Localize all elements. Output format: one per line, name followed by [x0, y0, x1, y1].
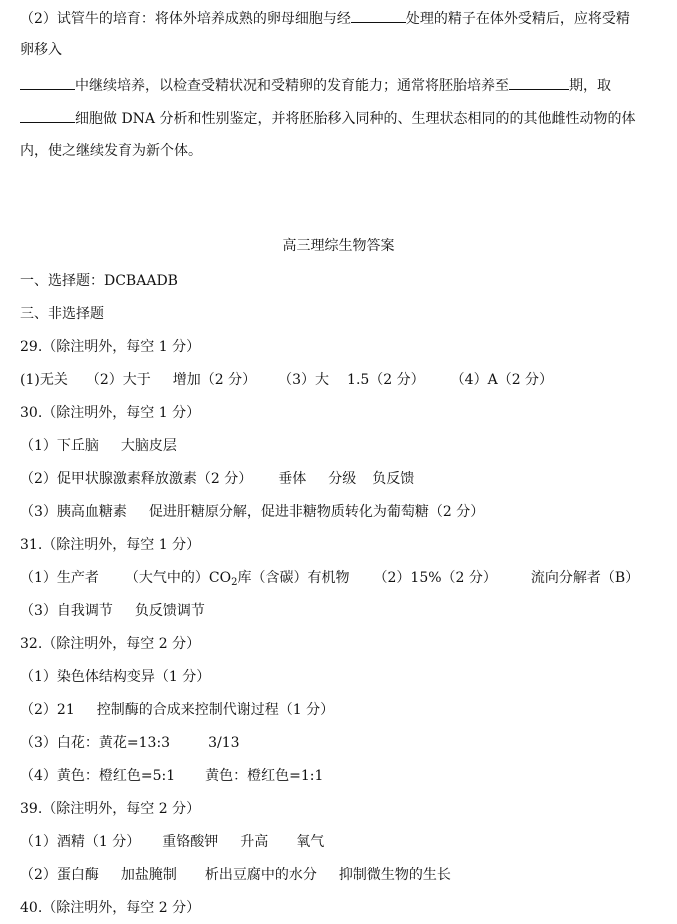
subscript: 2 [231, 577, 238, 588]
answer-item: 负反馈调节 [134, 603, 205, 619]
answer-item: （3）自我调节 [20, 603, 113, 619]
answer-item: 加盐腌制 [120, 867, 177, 883]
section-nonchoice: 三、非选择题 [20, 306, 104, 322]
q32-line-1: （1）染色体结构变异（1 分） [20, 669, 211, 685]
answer-item: (1)无关 [20, 372, 68, 388]
question-line-2 [20, 40, 62, 60]
answer-item: （3）大 [278, 372, 330, 388]
answer-item: 析出豆腐中的水分 [204, 867, 317, 883]
question-text: 细胞做 DNA 分析和性别鉴定，并将胚胎移入同种的、生理状态相同的的其他雌性动物的体 [75, 111, 636, 127]
answer-item: 促进肝糖原分解，促进非糖物质转化为葡萄糖（2 分） [148, 504, 485, 520]
answer-item: 分级 [328, 471, 357, 487]
answer-item: 流向分解者（B） [530, 570, 640, 586]
answer-item: 垂体 [278, 471, 307, 487]
answer-item: （4）A（2 分） [450, 372, 554, 388]
answer-item: 抑制微生物的生长 [338, 867, 451, 883]
question-text: （2）试管牛的培育：将体外培养成熟的卵母细胞与经 [20, 11, 351, 27]
answer-item: 大脑皮层 [120, 438, 177, 454]
q30-line-2 [20, 469, 414, 489]
answer-item: 负反馈 [372, 471, 415, 487]
q39-line-2 [20, 865, 451, 885]
section-choice: 一、选择题：DCBAADB [20, 273, 178, 289]
q32-head: 32.（除注明外，每空 2 分） [20, 636, 201, 652]
answer-item: 库（含碳）有机物 [237, 570, 350, 586]
answer-item: （1）酒精（1 分） [20, 834, 141, 850]
answer-item: （2）15%（2 分） [373, 570, 497, 586]
answer-blank [509, 75, 569, 90]
q29-line-1 [20, 370, 553, 390]
answer-item: （2）21 [20, 702, 75, 718]
q39-head: 39.（除注明外，每空 2 分） [20, 801, 201, 817]
answer-item: 氧气 [296, 834, 325, 850]
question-text: 内，使之继续发育为新个体。 [20, 143, 202, 159]
answer-item: 重铬酸钾 [162, 834, 219, 850]
question-text: 期，取 [569, 78, 611, 94]
q31-line-2 [20, 601, 205, 621]
answer-item: （2）大于 [85, 372, 151, 388]
q32-line-4 [20, 766, 323, 786]
answer-item: （大气中的）CO [124, 570, 232, 586]
q30-line-3 [20, 502, 484, 522]
answer-item: （4）黄色：橙红色=5:1 [20, 768, 176, 784]
q31-line-1 [20, 568, 639, 588]
q31-head: 31.（除注明外，每空 1 分） [20, 537, 201, 553]
question-text: 处理的精子在体外受精后，应将受精 [405, 11, 630, 27]
answer-item: （1）下丘脑 [20, 438, 99, 454]
answer-item: （1）生产者 [20, 570, 99, 586]
q32-line-2 [20, 700, 334, 720]
q39-line-1 [20, 832, 324, 852]
q40-head: 40.（除注明外，每空 2 分） [20, 900, 201, 916]
question-text: 中继续培养，以检查受精状况和受精卵的发育能力；通常将胚胎培养至 [75, 78, 509, 94]
answer-item: 升高 [240, 834, 269, 850]
answer-item: 控制酶的合成来控制代谢过程（1 分） [96, 702, 335, 718]
answer-item: 3/13 [208, 735, 240, 751]
question-text: 卵移入 [20, 42, 62, 58]
answer-item: （2）促甲状腺激素释放激素（2 分） [20, 471, 253, 487]
answer-blank [351, 8, 406, 23]
q29-head: 29.（除注明外，每空 1 分） [20, 339, 201, 355]
q30-line-1 [20, 436, 177, 456]
question-line-4 [20, 108, 635, 129]
question-line-3 [20, 75, 611, 96]
q32-line-3 [20, 733, 240, 753]
answer-item: 黄色：橙红色=1:1 [205, 768, 324, 784]
answer-item: （3）白花：黄花=13:3 [20, 735, 171, 751]
answer-item: 1.5（2 分） [347, 372, 425, 388]
answer-item: 增加（2 分） [172, 372, 257, 388]
q30-head: 30.（除注明外，每空 1 分） [20, 405, 201, 421]
answer-item: （3）胰高血糖素 [20, 504, 127, 520]
answer-blank [20, 75, 75, 90]
question-line-1 [20, 8, 630, 29]
answer-blank [20, 108, 75, 123]
answer-title: 高三理综生物答案 [282, 238, 395, 254]
question-line-5 [20, 141, 202, 161]
answer-item: （2）蛋白酶 [20, 867, 99, 883]
